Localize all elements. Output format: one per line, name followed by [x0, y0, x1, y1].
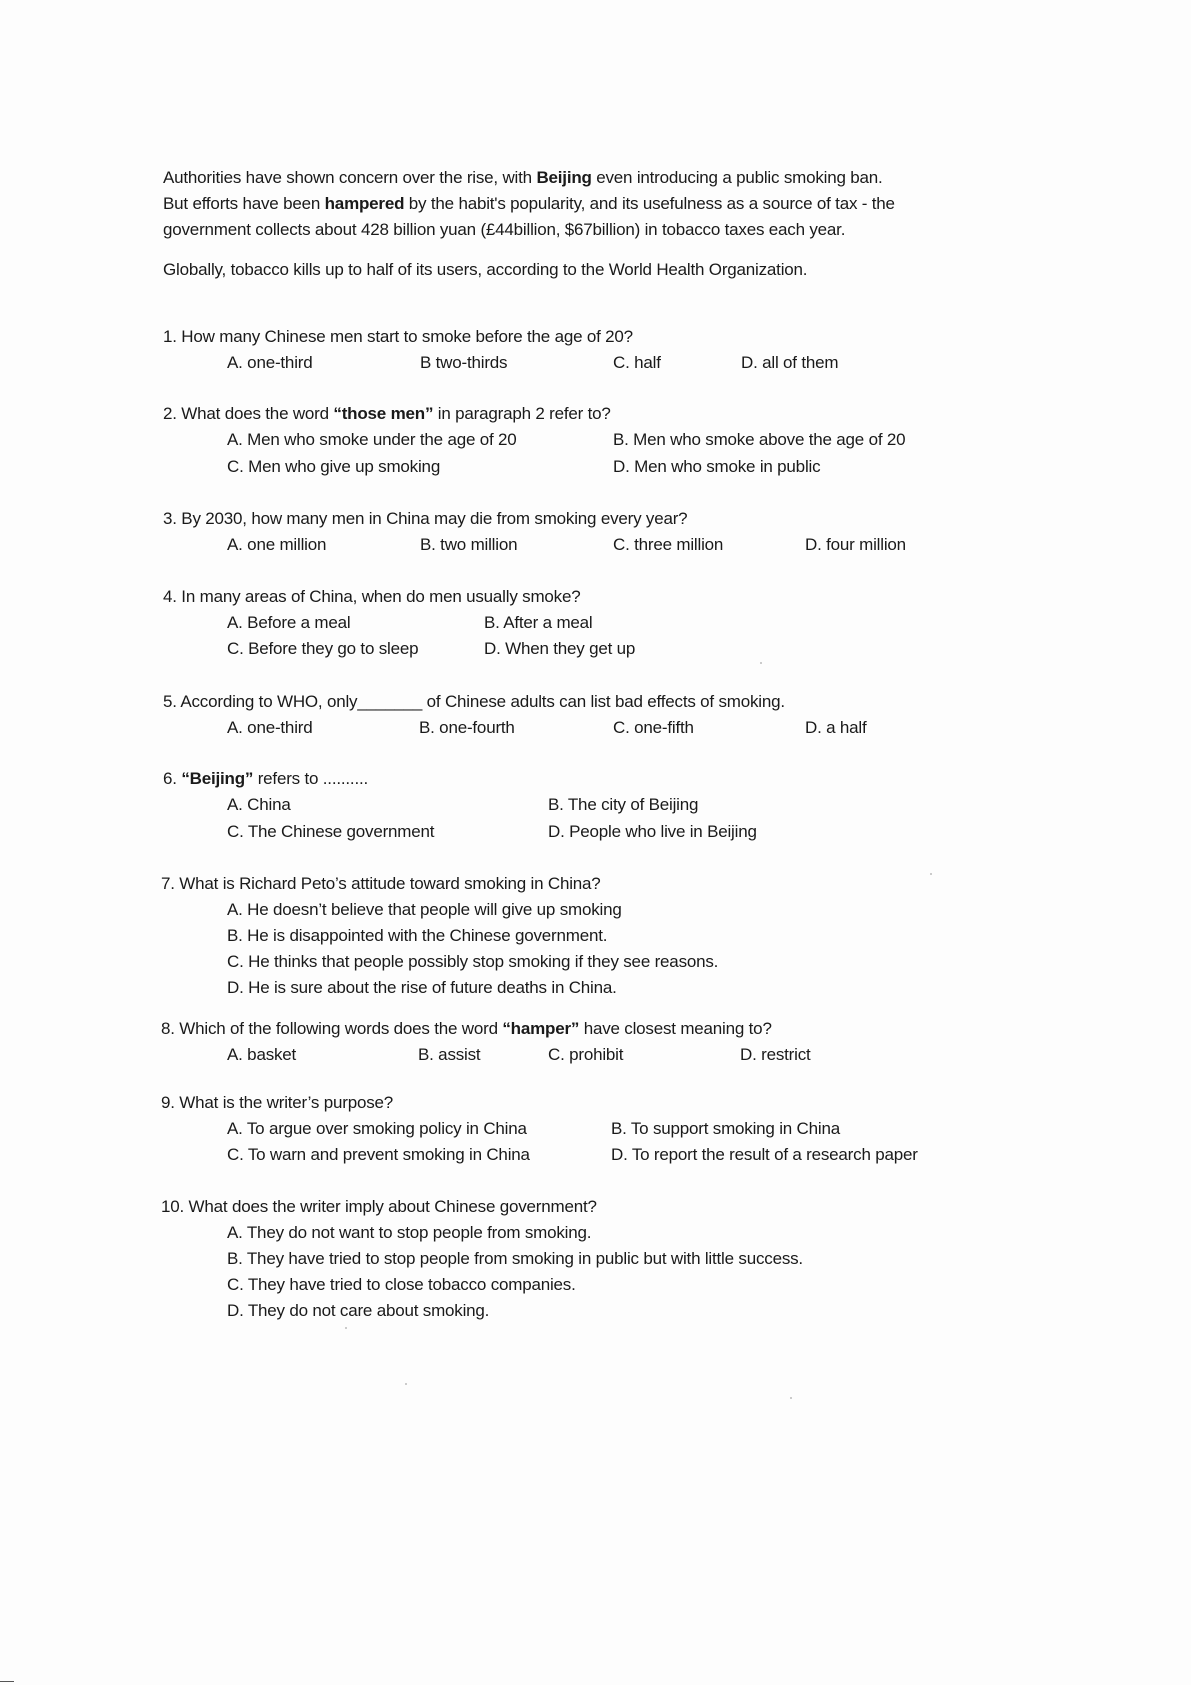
option-b: B two-thirds	[420, 353, 508, 372]
bold-term: “those men”	[333, 404, 434, 423]
option-b: B. two million	[420, 535, 518, 554]
question-9: 9. What is the writer’s purpose?	[161, 1093, 394, 1112]
text: have closest meaning to?	[579, 1019, 772, 1038]
option-d: D. all of them	[741, 353, 839, 372]
text: Authorities have shown concern over the rise, with	[163, 168, 537, 187]
text: even introducing a public smoking ban.	[591, 168, 883, 187]
option-d: D. When they get up	[484, 639, 636, 658]
option-d: D. restrict	[740, 1045, 811, 1064]
option-a: A. He doesn’t believe that people will give up smoking	[227, 900, 622, 919]
scan-speck	[405, 1383, 407, 1385]
option-c: C. one-fifth	[613, 718, 694, 737]
option-c: C. They have tried to close tobacco companies.	[227, 1275, 576, 1294]
text: refers to ..........	[253, 769, 369, 788]
bold-term: “hamper”	[502, 1019, 580, 1038]
option-a: A. basket	[227, 1045, 297, 1064]
passage-line: government collects about 428 billion yuan (£44billion, $67billion) in tobacco taxes each year.	[163, 220, 846, 239]
option-b: B. The city of Beijing	[548, 795, 699, 814]
option-a: A. China	[227, 795, 291, 814]
option-b: B. They have tried to stop people from smoking in public but with little success.	[227, 1249, 803, 1268]
question-8	[161, 1018, 772, 1040]
question-10: 10. What does the writer imply about Chinese government?	[161, 1197, 597, 1216]
option-c: C. prohibit	[548, 1045, 624, 1064]
option-c: C. To warn and prevent smoking in China	[227, 1145, 530, 1164]
text: by the habit's popularity, and its usefulness as a source of tax - the	[404, 194, 895, 213]
option-b: B. He is disappointed with the Chinese government.	[227, 926, 608, 945]
option-c: C. three million	[613, 535, 724, 554]
option-c: C. He thinks that people possibly stop smoking if they see reasons.	[227, 952, 719, 971]
option-d: D. He is sure about the rise of future deaths in China.	[227, 978, 617, 997]
text: 8. Which of the following words does the word	[161, 1019, 503, 1038]
question-6	[163, 768, 368, 790]
text: 6.	[163, 769, 182, 788]
option-d: D. a half	[805, 718, 867, 737]
scan-speck	[345, 1327, 347, 1329]
scan-speck	[930, 873, 932, 875]
scan-edge-mark	[0, 1681, 14, 1682]
option-b: B. assist	[418, 1045, 481, 1064]
question-7: 7. What is Richard Peto’s attitude toward smoking in China?	[161, 874, 601, 893]
option-c: C. Before they go to sleep	[227, 639, 419, 658]
option-a: A. Before a meal	[227, 613, 351, 632]
option-b: B. After a meal	[484, 613, 593, 632]
text: 2. What does the word	[163, 404, 334, 423]
option-d: D. To report the result of a research paper	[611, 1145, 918, 1164]
question-5: 5. According to WHO, only_______ of Chinese adults can list bad effects of smoking.	[163, 692, 785, 711]
option-d: D. They do not care about smoking.	[227, 1301, 490, 1320]
question-3: 3. By 2030, how many men in China may die from smoking every year?	[163, 509, 688, 528]
option-a: A. one million	[227, 535, 327, 554]
text: in paragraph 2 refer to?	[433, 404, 611, 423]
option-a: A. They do not want to stop people from smoking.	[227, 1223, 592, 1242]
bold-term: “Beijing”	[181, 769, 254, 788]
option-a: A. one-third	[227, 718, 313, 737]
question-1: 1. How many Chinese men start to smoke before the age of 20?	[163, 327, 633, 346]
passage-paragraph: Globally, tobacco kills up to half of its users, according to the World Health Organization.	[163, 260, 808, 279]
scan-speck	[760, 662, 762, 664]
option-d: D. four million	[805, 535, 906, 554]
question-4: 4. In many areas of China, when do men usually smoke?	[163, 587, 581, 606]
passage-line	[163, 167, 883, 189]
text: But efforts have been	[163, 194, 325, 213]
option-b: B. Men who smoke above the age of 20	[613, 430, 906, 449]
option-a: A. one-third	[227, 353, 313, 372]
option-c: C. Men who give up smoking	[227, 457, 441, 476]
passage-line	[163, 193, 895, 215]
option-b: B. one-fourth	[419, 718, 515, 737]
option-d: D. Men who smoke in public	[613, 457, 821, 476]
option-d: D. People who live in Beijing	[548, 822, 757, 841]
option-b: B. To support smoking in China	[611, 1119, 840, 1138]
scan-speck	[790, 1397, 792, 1399]
bold-term: Beijing	[536, 168, 592, 187]
option-a: A. Men who smoke under the age of 20	[227, 430, 517, 449]
option-c: C. half	[613, 353, 661, 372]
option-a: A. To argue over smoking policy in China	[227, 1119, 527, 1138]
option-c: C. The Chinese government	[227, 822, 435, 841]
question-2	[163, 403, 611, 425]
bold-term: hampered	[324, 194, 405, 213]
